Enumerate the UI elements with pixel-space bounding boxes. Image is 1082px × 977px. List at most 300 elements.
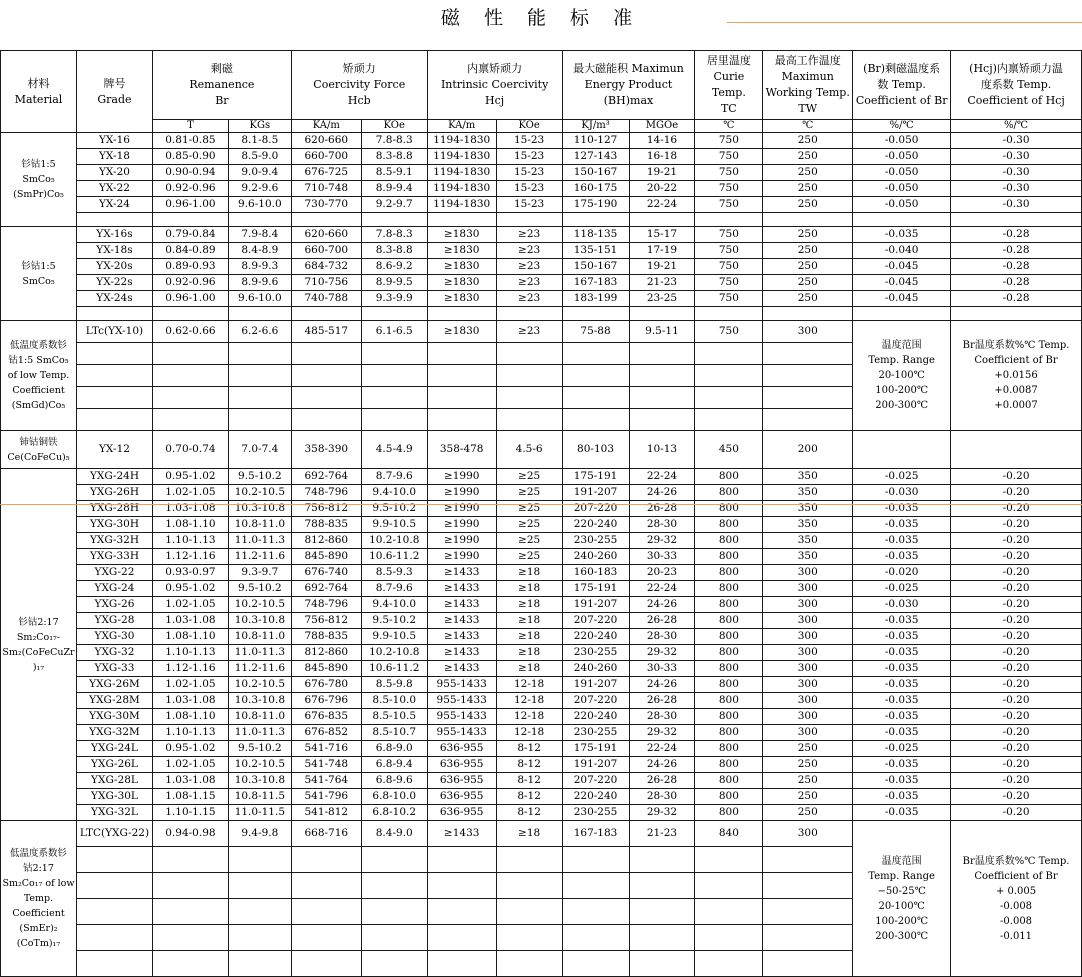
value-cell: 191-207 [562,677,629,693]
cell-line: 钐钴1:5 [21,260,56,272]
empty-cell [496,925,562,951]
empty-cell [496,365,562,387]
table-row [1,533,1082,549]
value-cell: 9.4-10.0 [361,597,427,613]
value-cell: 26-28 [629,501,695,517]
value-cell: 300 [763,709,853,725]
table-row [1,581,1082,597]
table-row [1,275,1082,291]
empty-cell [76,213,152,227]
table-row [1,213,1082,227]
value-cell: 220-240 [562,789,629,805]
value-cell: 0.92-0.96 [152,181,228,197]
table-row [1,149,1082,165]
empty-cell [291,409,361,431]
intrinsic-coercivity-header [427,51,562,120]
cell-line: −50-25℃ [877,885,926,897]
value-cell: 6.8-9.6 [361,773,427,789]
value-cell: -0.025 [853,469,951,485]
cell-line: 100-200℃ [875,915,929,927]
value-cell: 230-255 [562,645,629,661]
value-cell: 8.9-9.5 [361,275,427,291]
value-cell: 9.5-10.2 [228,469,291,485]
value-cell: 9.5-10.2 [228,581,291,597]
value-cell: 1194-1830 [427,197,496,213]
value-cell: 8.1-8.5 [228,133,291,149]
value-cell: 300 [763,821,853,847]
table-row [1,307,1082,321]
value-cell: ≥1433 [427,597,496,613]
value-cell: 250 [763,181,853,197]
grade-cell: YX-24 [76,197,152,213]
empty-cell [291,899,361,925]
value-cell: 750 [695,133,763,149]
temp-range-note [853,321,951,431]
empty-cell [291,873,361,899]
value-cell: ≥1830 [427,227,496,243]
empty-cell [562,365,629,387]
value-cell: 250 [763,149,853,165]
empty-cell [291,951,361,977]
value-cell: 4.5-4.9 [361,431,427,469]
value-cell: 750 [695,181,763,197]
cell-line: 20-100℃ [878,900,925,912]
table-row [1,517,1082,533]
value-cell: 300 [763,565,853,581]
empty-cell [629,365,695,387]
value-cell: 1.12-1.16 [152,661,228,677]
value-cell: -0.20 [951,501,1082,517]
material-cell [1,133,77,227]
value-cell: 636-955 [427,741,496,757]
value-cell: 250 [763,275,853,291]
grade-cell: YXG-32H [76,533,152,549]
unit-cell: KGs [228,120,291,133]
value-cell: -0.28 [951,291,1082,307]
table-row [1,259,1082,275]
cell-line: Remanence [189,78,255,91]
value-cell: 1.03-1.08 [152,693,228,709]
value-cell: 0.79-0.84 [152,227,228,243]
value-cell: -0.050 [853,133,951,149]
value-cell: 541-812 [291,805,361,821]
value-cell: ≥1990 [427,501,496,517]
empty-cell [228,899,291,925]
value-cell: -0.28 [951,259,1082,275]
cell-line: Temp. Range [868,355,935,366]
material-cell [1,431,77,469]
cell-line: 温度范围 [881,855,922,867]
value-cell: ≥1990 [427,485,496,501]
grade-cell: YX-18 [76,149,152,165]
empty-cell [496,899,562,925]
empty-cell [291,365,361,387]
cell-line: 温度范围 [881,340,922,351]
value-cell: 15-23 [496,165,562,181]
empty-cell [763,925,853,951]
empty-cell [76,899,152,925]
value-cell: 684-732 [291,259,361,275]
value-cell: 676-725 [291,165,361,181]
value-cell: 1.08-1.15 [152,789,228,805]
value-cell: 350 [763,469,853,485]
table-row [1,693,1082,709]
value-cell: 1.02-1.05 [152,677,228,693]
value-cell: 1.02-1.05 [152,485,228,501]
value-cell: ≥1433 [427,613,496,629]
value-cell: 660-700 [291,243,361,259]
value-cell: -0.035 [853,533,951,549]
value-cell: 21-23 [629,821,695,847]
value-cell: 0.84-0.89 [152,243,228,259]
empty-cell [695,365,763,387]
value-cell: 10-13 [629,431,695,469]
value-cell: 11.2-11.6 [228,549,291,565]
empty-cell [629,387,695,409]
table-row [1,741,1082,757]
value-cell: 9.3-9.7 [228,565,291,581]
cell-line: 最高工作温度 [774,54,841,67]
value-cell: 9.2-9.7 [361,197,427,213]
value-cell: 250 [763,291,853,307]
empty-cell [76,847,152,873]
cell-line: SmCo₅ [22,275,55,287]
value-cell: 955-1433 [427,725,496,741]
value-cell: -0.20 [951,469,1082,485]
table-row [1,243,1082,259]
value-cell: 250 [763,259,853,275]
value-cell: 1.02-1.05 [152,597,228,613]
cell-line: Br [215,94,229,107]
value-cell: 955-1433 [427,693,496,709]
empty-cell [228,925,291,951]
value-cell: -0.20 [951,661,1082,677]
value-cell: 10.8-11.0 [228,517,291,533]
value-cell: 9.5-10.2 [228,741,291,757]
value-cell: 800 [695,677,763,693]
empty-cell [76,307,152,321]
table-row [1,773,1082,789]
value-cell: ≥23 [496,321,562,343]
material-cell [1,227,77,321]
value-cell: 636-955 [427,757,496,773]
value-cell: 300 [763,581,853,597]
value-cell: 8.3-8.8 [361,149,427,165]
unit-cell: KOe [361,120,427,133]
value-cell: 12-18 [496,725,562,741]
grade-cell: YX-16s [76,227,152,243]
value-cell: 0.95-1.02 [152,469,228,485]
value-cell: 191-207 [562,757,629,773]
value-cell: -0.20 [951,709,1082,725]
value-cell: 845-890 [291,549,361,565]
grade-cell: YXG-26M [76,677,152,693]
value-cell: 620-660 [291,227,361,243]
cell-line: TW [798,102,818,115]
value-cell: ≥1433 [427,581,496,597]
value-cell: 800 [695,549,763,565]
value-cell: 676-780 [291,677,361,693]
value-cell: 756-812 [291,501,361,517]
empty-cell [496,213,562,227]
br-coefficient-note [951,821,1082,977]
value-cell: 1.10-1.13 [152,645,228,661]
value-cell: ≥1830 [427,259,496,275]
value-cell: 28-30 [629,517,695,533]
value-cell: -0.20 [951,677,1082,693]
cell-line: 低温度系数钐 [9,340,67,351]
unit-cell: ℃ [763,120,853,133]
value-cell: 207-220 [562,613,629,629]
value-cell: 7.9-8.4 [228,227,291,243]
value-cell: 15-23 [496,181,562,197]
value-cell: 10.2-10.5 [228,485,291,501]
value-cell: 29-32 [629,805,695,821]
cell-line: (SmGd)Co₅ [11,400,66,411]
grade-cell: LTC(YXG-22) [76,821,152,847]
value-cell: 250 [763,741,853,757]
cell-line: Sm₂Co₁₇- [16,631,61,643]
value-cell: -0.035 [853,805,951,821]
value-cell: 800 [695,773,763,789]
value-cell: ≥23 [496,275,562,291]
empty-cell [361,409,427,431]
value-cell: ≥1433 [427,661,496,677]
cell-line: (Br)剩磁温度系 [863,62,941,75]
value-cell: 24-26 [629,677,695,693]
table-row [1,227,1082,243]
value-cell: 300 [763,693,853,709]
empty-cell [291,387,361,409]
value-cell: ≥1433 [427,629,496,645]
value-cell: -0.035 [853,645,951,661]
value-cell: 30-33 [629,661,695,677]
empty-cell [763,951,853,977]
value-cell: 80-103 [562,431,629,469]
value-cell: 692-764 [291,581,361,597]
value-cell: -0.20 [951,741,1082,757]
value-cell: 175-191 [562,741,629,757]
value-cell: -0.20 [951,549,1082,565]
value-cell: -0.030 [853,597,951,613]
empty-cell [427,307,496,321]
value-cell: 676-796 [291,693,361,709]
value-cell: 800 [695,613,763,629]
value-cell: ≥1830 [427,291,496,307]
curie-temp-header [695,51,763,120]
value-cell: ≥18 [496,581,562,597]
value-cell: 1.02-1.05 [152,757,228,773]
value-cell: 800 [695,501,763,517]
value-cell: ≥18 [496,661,562,677]
value-cell: 730-770 [291,197,361,213]
cell-line: Material [14,92,63,106]
value-cell: 250 [763,133,853,149]
value-cell: -0.035 [853,549,951,565]
table-row [1,613,1082,629]
cell-line: (SmPr)Co₅ [13,189,64,200]
value-cell: -0.025 [853,581,951,597]
cell-line: Sm₂(CoFeCuZr [2,646,75,658]
value-cell: 450 [695,431,763,469]
cell-line: (BH)max [603,94,654,107]
empty-cell [427,213,496,227]
value-cell: 30-33 [629,549,695,565]
value-cell: 10.3-10.8 [228,613,291,629]
value-cell: 350 [763,501,853,517]
grade-cell: YXG-28 [76,613,152,629]
value-cell: -0.040 [853,243,951,259]
empty-cell [562,951,629,977]
value-cell: -0.025 [853,741,951,757]
table-row [1,565,1082,581]
value-cell: 240-260 [562,549,629,565]
value-cell: -0.20 [951,485,1082,501]
empty-cell [427,951,496,977]
cell-line: 钐钴1:5 [21,159,56,170]
value-cell: 11.2-11.6 [228,661,291,677]
value-cell: ≥1990 [427,533,496,549]
table-row [1,709,1082,725]
value-cell: 10.2-10.5 [228,677,291,693]
table-row [1,181,1082,197]
value-cell: 9.6-10.0 [228,291,291,307]
cell-line: Maximun [781,70,834,83]
value-cell: 750 [695,197,763,213]
unit-cell: KOe [496,120,562,133]
cell-line: 钐钴2:17 [18,616,59,628]
value-cell: 207-220 [562,501,629,517]
empty-cell [629,899,695,925]
energy-product-header [562,51,695,120]
value-cell: 29-32 [629,645,695,661]
empty-cell [291,343,361,365]
grade-cell: YX-12 [76,431,152,469]
material-cell [1,469,77,821]
empty-cell [76,387,152,409]
value-cell: -0.20 [951,805,1082,821]
cell-line: 低温度系数钐 [9,848,67,859]
value-cell: 12-18 [496,709,562,725]
value-cell: 230-255 [562,533,629,549]
empty-cell [361,847,427,873]
value-cell: 230-255 [562,805,629,821]
value-cell: 6.8-10.2 [361,805,427,821]
value-cell: -0.20 [951,789,1082,805]
value-cell: 9.9-10.5 [361,517,427,533]
value-cell: ≥25 [496,485,562,501]
value-cell: 350 [763,517,853,533]
cell-line: Coefficient of Br [974,870,1058,882]
cell-line: Working Temp. [765,86,850,99]
value-cell: 183-199 [562,291,629,307]
grade-cell: YX-24s [76,291,152,307]
unit-cell: KA/m [427,120,496,133]
value-cell: 8.5-10.5 [361,709,427,725]
empty-cell [629,343,695,365]
value-cell: 800 [695,757,763,773]
empty-cell [695,951,763,977]
grade-cell: YXG-28M [76,693,152,709]
value-cell: 8.3-8.8 [361,243,427,259]
table-row [1,789,1082,805]
value-cell: -0.30 [951,149,1082,165]
value-cell: ≥1433 [427,645,496,661]
value-cell: 8.5-9.0 [228,149,291,165]
unit-cell: %/℃ [853,120,951,133]
value-cell: 0.95-1.02 [152,741,228,757]
cell-line: Temp. [23,893,54,904]
value-cell: 175-190 [562,197,629,213]
value-cell: 300 [763,661,853,677]
value-cell: 8.7-9.6 [361,581,427,597]
value-cell: -0.050 [853,165,951,181]
value-cell: 756-812 [291,613,361,629]
empty-cell [152,365,228,387]
empty-cell [152,387,228,409]
cell-line: Intrinsic Coercivity [440,78,549,91]
value-cell: 800 [695,805,763,821]
empty-cell [629,847,695,873]
value-cell: 6.2-6.6 [228,321,291,343]
value-cell: 24-26 [629,597,695,613]
value-cell: -0.28 [951,227,1082,243]
value-cell: 676-740 [291,565,361,581]
value-cell: 24-26 [629,485,695,501]
empty-cell [695,387,763,409]
value-cell: 10.3-10.8 [228,501,291,517]
value-cell: 358-390 [291,431,361,469]
value-cell: ≥23 [496,243,562,259]
empty-cell [695,409,763,431]
value-cell: 10.2-10.8 [361,645,427,661]
value-cell: 8.6-9.2 [361,259,427,275]
coercivity-header [291,51,427,120]
value-cell: 300 [763,629,853,645]
value-cell: 6.8-10.0 [361,789,427,805]
value-cell: 6.8-9.0 [361,741,427,757]
br-coefficient-note [951,321,1082,431]
grade-cell: YXG-32M [76,725,152,741]
value-cell: ≥23 [496,227,562,243]
value-cell: 0.92-0.96 [152,275,228,291]
value-cell: 15-23 [496,133,562,149]
table-row [1,501,1082,517]
value-cell: -0.20 [951,581,1082,597]
value-cell: 250 [763,165,853,181]
value-cell: 250 [763,243,853,259]
value-cell: 15-23 [496,197,562,213]
empty-cell [76,873,152,899]
empty-cell [361,873,427,899]
value-cell: 220-240 [562,517,629,533]
empty-cell [496,873,562,899]
value-cell: 8.5-9.1 [361,165,427,181]
table-row [1,291,1082,307]
cell-line: Coefficient [12,908,65,919]
cell-line: Coefficient of Br [855,94,948,107]
value-cell: 8.5-10.0 [361,693,427,709]
value-cell: 24-26 [629,757,695,773]
empty-cell [629,925,695,951]
value-cell: 748-796 [291,597,361,613]
value-cell: 6.8-9.4 [361,757,427,773]
value-cell: -0.30 [951,197,1082,213]
value-cell: 9.9-10.5 [361,629,427,645]
empty-cell [562,409,629,431]
empty-cell [76,343,152,365]
value-cell: 9.6-10.0 [228,197,291,213]
